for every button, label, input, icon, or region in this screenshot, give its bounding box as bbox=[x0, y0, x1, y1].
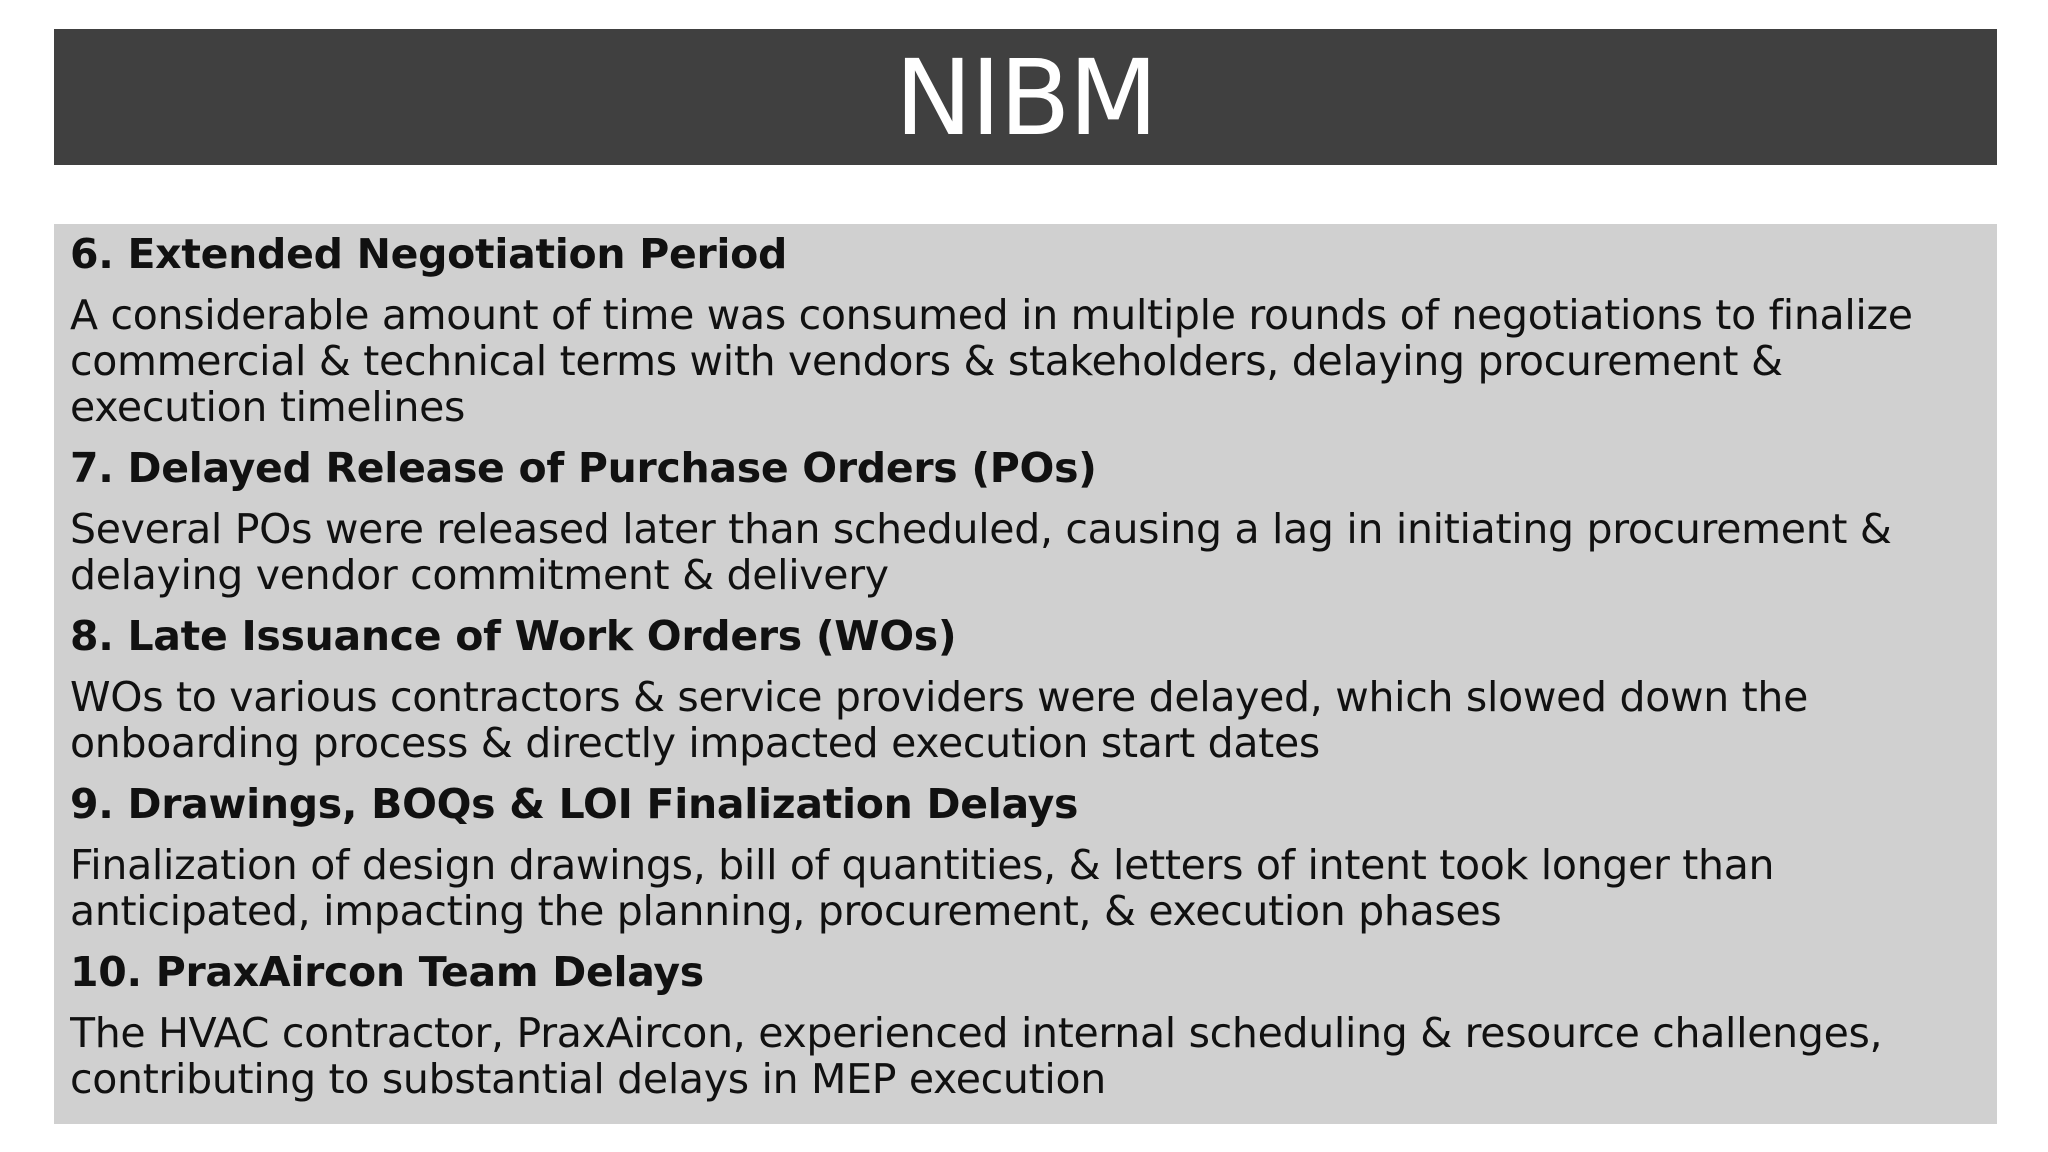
item-heading: 6. Extended Negotiation Period bbox=[70, 230, 788, 278]
item-body: Several POs were released later than scheduled, causing a lag in initiating procurement & delaying vendor commitment & delivery bbox=[70, 505, 1892, 599]
list-item bbox=[70, 776, 1990, 934]
list-item bbox=[70, 944, 1990, 1102]
item-body: A considerable amount of time was consumed in multiple rounds of negotiations to finalize commercial & technical terms with vendors & stakeholders, delaying procurement & execution timelines bbox=[70, 291, 1913, 431]
content-list bbox=[70, 226, 1990, 1152]
slide-title: NIBM bbox=[894, 37, 1157, 159]
list-item bbox=[70, 440, 1990, 598]
list-item bbox=[70, 608, 1990, 766]
item-heading: 8. Late Issuance of Work Orders (WOs) bbox=[70, 612, 957, 660]
list-item bbox=[70, 226, 1990, 430]
title-bar bbox=[54, 29, 1997, 165]
item-heading: 7. Delayed Release of Purchase Orders (POs) bbox=[70, 444, 1097, 492]
item-body: Finalization of design drawings, bill of quantities, & letters of intent took longer than anticipated, impacting the planning, procurement, & execution phases bbox=[70, 841, 1775, 935]
item-body: The HVAC contractor, PraxAircon, experienced internal scheduling & resource challenges, contributing to substantial delays in MEP execution bbox=[70, 1009, 1883, 1103]
item-heading: 10. PraxAircon Team Delays bbox=[70, 948, 704, 996]
item-body: WOs to various contractors & service providers were delayed, which slowed down the onboarding process & directly impacted execution start dates bbox=[70, 673, 1809, 767]
item-heading: 9. Drawings, BOQs & LOI Finalization Delays bbox=[70, 780, 1079, 828]
